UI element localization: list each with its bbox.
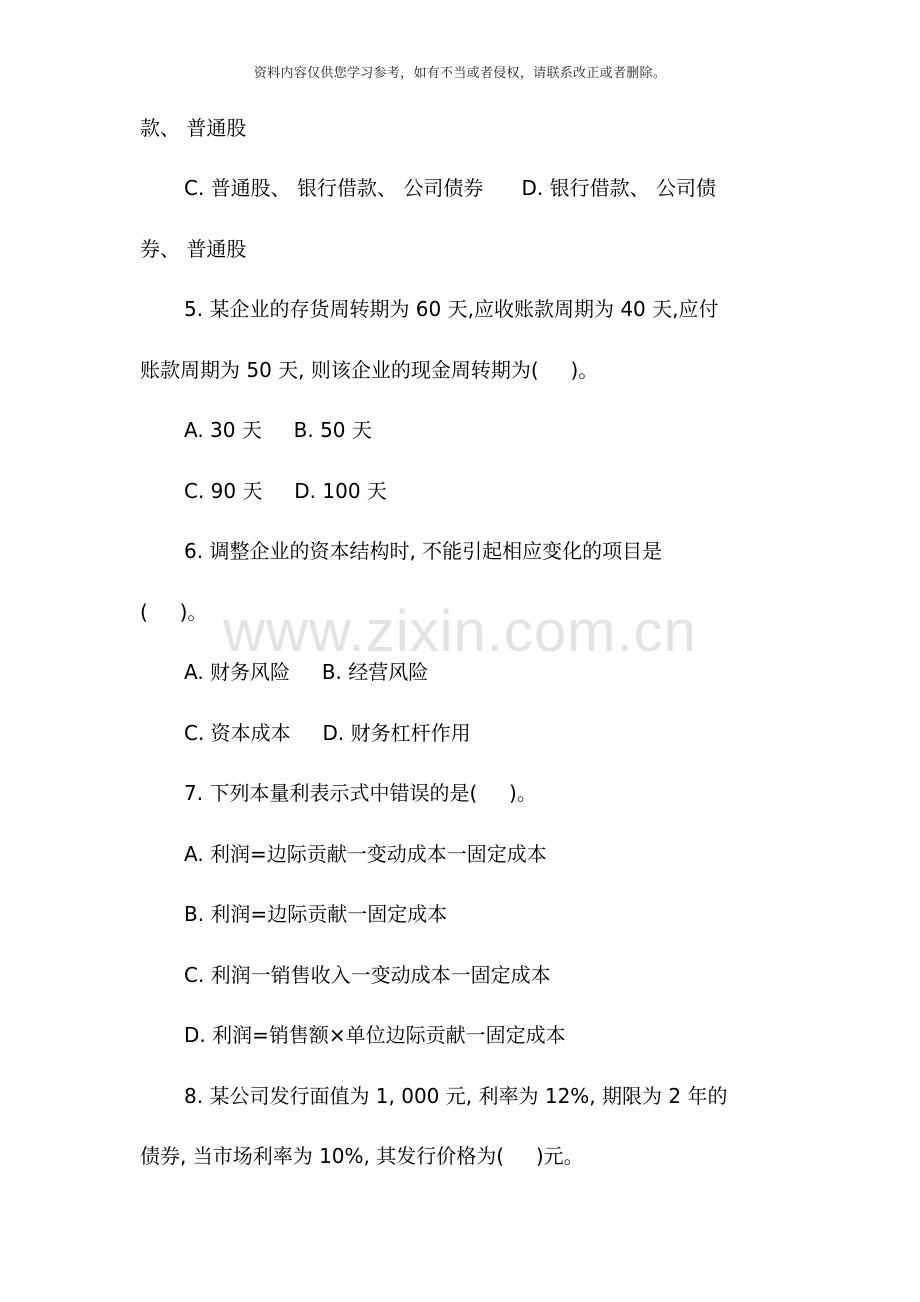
- question-7-option-c: C. 利润一销售收入一变动成本一固定成本: [184, 963, 551, 987]
- header-disclaimer: 资料内容仅供您学习参考，如有不当或者侵权，请联系改正或者删除。: [253, 66, 667, 81]
- question-5-options-a-b: A. 30 天 B. 50 天: [184, 418, 372, 442]
- option-c-d-line: C. 普通股、 银行借款、 公司债券 D. 银行借款、 公司债: [184, 176, 717, 200]
- question-7-option-a: A. 利润=边际贡献一变动成本一固定成本: [184, 842, 547, 866]
- question-6-options-c-d: C. 资本成本 D. 财务杠杆作用: [184, 721, 471, 745]
- question-5-options-c-d: C. 90 天 D. 100 天: [184, 479, 387, 503]
- question-6-text-continued: ( )。: [140, 600, 208, 624]
- question-7-option-d: D. 利润=销售额×单位边际贡献一固定成本: [184, 1023, 566, 1047]
- question-6-text: 6. 调整企业的资本结构时, 不能引起相应变化的项目是: [184, 539, 663, 563]
- question-7-text: 7. 下列本量利表示式中错误的是( )。: [184, 781, 537, 805]
- question-8-text: 8. 某公司发行面值为 1, 000 元, 利率为 12%, 期限为 2 年的: [184, 1084, 728, 1108]
- option-d-continued-line: 券、 普通股: [140, 237, 247, 261]
- question-8-text-continued: 债券, 当市场利率为 10%, 其发行价格为( )元。: [140, 1144, 584, 1168]
- question-5-text-continued: 账款周期为 50 天, 则该企业的现金周转期为( )。: [140, 358, 599, 382]
- watermark: www.zixin.com.cn: [223, 599, 697, 664]
- question-7-option-b: B. 利润=边际贡献一固定成本: [184, 902, 448, 926]
- question-6-options-a-b: A. 财务风险 B. 经营风险: [184, 660, 429, 684]
- question-5-text: 5. 某企业的存货周转期为 60 天,应收账款周期为 40 天,应付: [184, 297, 719, 321]
- text-line-options-continued: 款、 普通股: [140, 116, 247, 140]
